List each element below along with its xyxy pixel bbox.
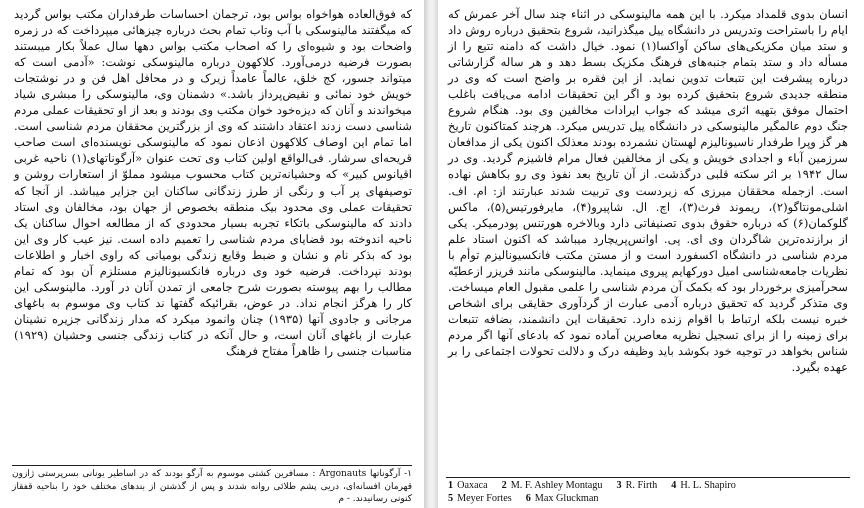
footnote-item [448,480,488,493]
footnote-number: 5 [448,492,454,504]
left-page-footnote: ۱- آرگوناتها Argonauts : مسافرین کشتی موسوم به آرگو بودند که در اساطیر یونانی بسرپرستی ژازون قهرمان افسانه‌ای، دریی پشم طلائی روانه شدند و پس از گذشتن از بندهای مختلف خود را بناحیه قفقاز کنونی رسانیدند. - م [12,469,412,504]
footnote-number: 2 [501,480,507,491]
footnote-row [448,493,852,506]
left-page-body-text: که فوق‌العاده هواخواه بواس بود، ترجمان احساسات طرفداران مکتب بواس گردید که میگفتند مالینوسکی با آب وتاب تمام بحث درباره چیزهائی میپرداخت که در زمره واضحات بود و شیوه‌ای را که اصحاب مکتب بواس دهها سال عملاً بکار میبستند بصورت فرضیه درمی‌آورد. کلاکهون درباره مالینوسکی نوشت: «آدمی است که میتواند جسور، کج خلق، عالماً عامداً زیرک و در محافل اهل فن و در نوشتجات خویش خود نمائی و نقیض‌پرداز باشد.» دشمنان وی، مالینوسکی را مبشری شیاد میخواندند و آنان که دیزه‌خود خوان مکتب وی بودند و بعد از او تحقیقات عملی مردم شناسی دست زدند اعتقاد داشتند که وی از بزرگترین محققان مردم شناسی است. اما تمام این اوصاف کلاکهون اذعان نمود که مالینوسکی نویسنده‌ای است صاحب قریحه‌ای سرشار. فی‌الواقع اولین کتاب وی تحت عنوان «آرگوناتهای(۱) ناحیه غربی اقیانوس کبیر» که وحشیانه‌ترین کتاب محسوب میشود مملوّ از استعارات روشن و توصیفهای پر آب و رنگی از طرز زندگانی ساکنان این جزایر میباشد. از آنجا که تحقیقات عملی وی محدود بیک منطقه بخصوص از جهان بود، مخالفان وی استاد دادند که مالینوسکی باتکاء تجربه بسیار محدودی که از مطالعه احوال ساکنان یک ناحیه اندوخته بود قضایای مردم شناسی را تعمیم داده است. نیز عیب کار وی این بود که بذکر نام و نشان و ضبط وقایع زندگی بومیانی که راوی اخبار و اطلاعات بودند نپرداخت. فرضیه خود وی درباره فانکسیونالیزم مستلزم آن بود که تمام مطالب را بهم پیوسته بصورت شرح جامعی از تمدن آنان در آورد. مالینوسکی این کار را هرگز انجام نداد. در عوض، بقرائیکه گفتها ند کتاب وی موسوم به باغهای مرجانی و جادوی آنها (۱۹۳۵) چنان وانمود میکرد که مدار زندگانی جزیره نشینان عبارت از باغهای آنان است، و حال آنکه در کتاب زندگی جنسی وحشیان (۱۹۲۹) مناسبات جنسی را ظاهراً مفتاح فرهنگ [14,7,412,358]
footnote-name: M. F. Ashley Montagu [510,480,603,491]
footnote-name: Max Gluckman [534,492,599,504]
footnote-number: 4 [671,480,677,491]
footnote-name: H. L. Shapiro [680,480,736,491]
book-gutter [424,0,438,508]
footnote-number: 3 [616,480,622,491]
footnote-number: 6 [525,492,531,504]
right-page-footnotes [448,480,852,505]
footnote-item [526,493,599,506]
footnote-name: Oaxaca [457,480,488,491]
footnote-divider [12,465,412,466]
right-page [438,0,864,508]
right-page-body-text: انسان بدوی قلمداد میکرد. با این همه مالینوسکی در اثناء چند سال آخر عمرش که ایام را باستراحت وتدریس در دانشگاه ییل میگذرانید، شروع بتحقیق درباره روش داد و ستد میان مکزیکی‌های ساکن آواکسا(۱) نمود. خیال داشت که دامنه تتبع را از مسأله داد و ستد بتمام جنبه‌های فرهنگ مکزیک بسط دهد و هر ساله گزارشاتی درباره پیشرفت این تتبعات تدوین نماید. از این فقره بر واضح است که وی در منطقه جدیدی شروع بتحقیق کرده بود و اگر این تحقیقات ادامه می‌یافت باغلب احتمال موفق بتهیه اثری میشد که جواب ایرادات مخالفین وی بود. هنگام شروع جنگ دوم عالمگیر مالینوسکی در دانشگاه ییل تدریس میکرد. هرچند کمتاکنون تاریخ هر گز وپرا طرفدار ناسیونالیزم لهستان نشمرده بودند معذلک اکنون یکی از مدافعان سرزمین آباء و اجدادی خویش و یکی از مخالفین فعال مرام فاشیزم گردید. وی در سال ۱۹۴۲ بر اثر سکته قلبی درگذشت. از آن تاریخ بعد نفوذ وی رو بکاهش نهاده است. ازجمله محققان میرزی که زیردست وی تربیت شدند عبارتند از: ام. اف. اشلی‌مونتاگو(۲)، ریموند فرث(۳)، اچ. ال. شاپیرو(۴)، مایرفورتیس(۵)، ماکس گلوکمان(۶) که درباره حقوق بدوی تصنیفاتی دارد وبالاخره هورتنس پودرمیکر. یکی از برازنده‌ترین شاگردان وی ای. پی. اوانس‌پریچارد میباشد که اکنون استاد علم مردم شناسی در دانشگاه اکسفورد است و از مستن مکتب فانکسیونالیزم توأم با نظریات جامعه‌شناسی امیل دورکهایم پیروی مینماید. مالینوسکی مانند فریزر ازعطیّه سحرآمیزی برخوردار بود که بکمک آن مردم شناسی را علمی مقبول العام میساخت. وی متذکر گردید که تحقیق درباره آدمی عبارت از گردآوری حقایقی برای اشخاص خبره نیست بلکه ارتباط با اقوام زنده دارد. تحقیقات این دانشمند، بضافه تتبعات برای زمینه را از برای تسجیل نظریه معاصرین آماده نمود که بادعای آنها اگر مردم شناس بخواهد در توجیه خود بکوشد باید وظیفه درک و دلالت تحولات اجتماعی را بر عهده بگیرد. [448,7,848,375]
footnote-item [616,480,657,493]
footnote-row [448,480,852,493]
footnote-divider [446,477,850,478]
footnote-name: R. Firth [625,480,658,491]
footnote-item [448,493,512,506]
footnote-item [502,480,603,493]
footnote-name: Meyer Fortes [457,492,512,504]
footnote-item [671,480,736,493]
left-page [0,0,424,508]
footnote-number: 1 [448,480,454,491]
